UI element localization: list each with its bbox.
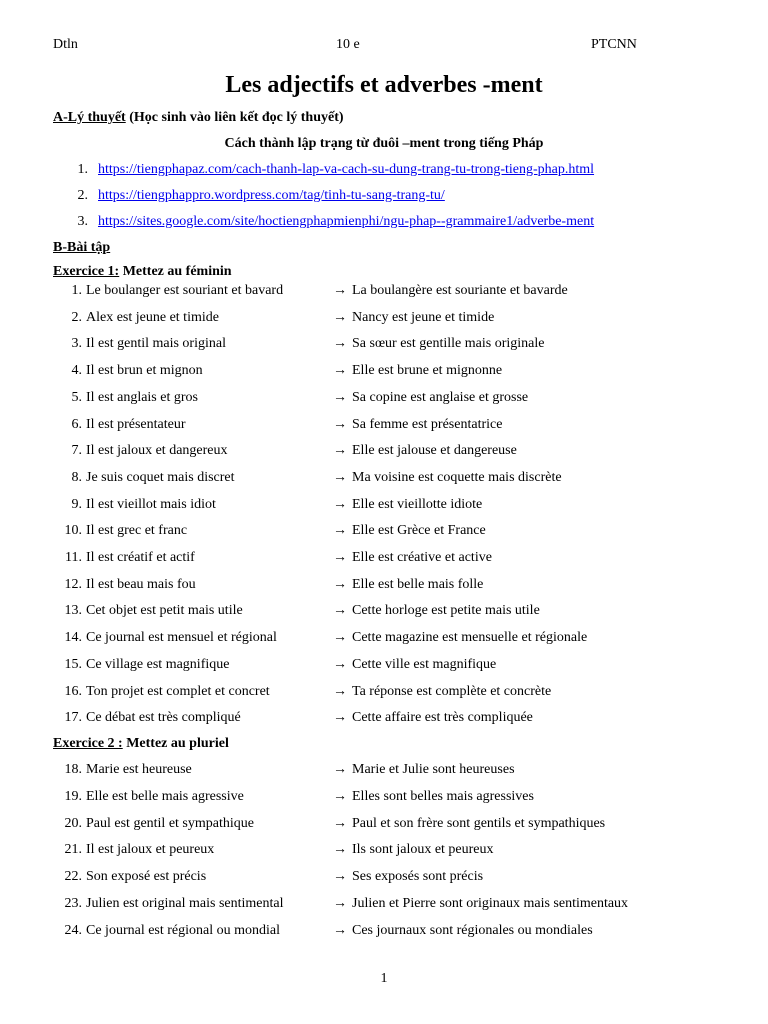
item-answer: Ta réponse est complète et concrète [352, 683, 552, 699]
arrow-icon: → [333, 496, 347, 512]
arrow-icon: → [333, 869, 347, 885]
arrow-icon: → [333, 309, 347, 325]
exercise-item [0, 283, 768, 303]
page-title: Les adjectifs et adverbes -ment [225, 72, 543, 98]
arrow-icon: → [333, 576, 347, 592]
exercise-item [0, 443, 768, 463]
item-number: 3. [71, 336, 82, 352]
item-answer: Ma voisine est coquette mais discrète [352, 469, 562, 485]
arrow-icon: → [333, 762, 347, 777]
list-number: 3. [77, 214, 88, 229]
list-number: 2. [77, 188, 88, 203]
item-prompt: Il est créatif et actif [86, 550, 195, 565]
item-prompt: Ce village est magnifique [86, 656, 230, 672]
exercise-item [0, 603, 768, 623]
item-number: 10. [64, 523, 82, 539]
item-answer: Cette magazine est mensuelle et régionale [352, 630, 588, 646]
item-prompt: Le boulanger est souriant et bavard [86, 283, 284, 298]
item-prompt: Marie est heureuse [86, 762, 192, 777]
item-answer: Elle est Grèce et France [352, 523, 486, 539]
arrow-icon: → [333, 603, 347, 619]
item-prompt: Ce journal est régional ou mondial [86, 922, 281, 938]
exercise-item [0, 869, 768, 889]
exercise-item [0, 842, 768, 862]
arrow-icon: → [333, 896, 347, 911]
item-prompt: Il est beau mais fou [86, 576, 196, 592]
link-list-item [0, 214, 768, 234]
item-answer: Cette ville est magnifique [352, 656, 497, 672]
exercise-item [0, 417, 768, 437]
arrow-icon: → [333, 389, 347, 405]
exercise1-label: Exercice 1: [53, 264, 120, 279]
item-number: 22. [64, 869, 82, 885]
item-prompt: Ton projet est complet et concret [86, 683, 270, 699]
header-left: Dtln [53, 37, 78, 52]
exercise-item [0, 816, 768, 836]
item-answer: Ses exposés sont précis [352, 869, 484, 885]
section-b-heading [53, 240, 110, 256]
exercise-item [0, 762, 768, 782]
exercise-item [0, 470, 768, 490]
item-answer: Nancy est jeune et timide [352, 309, 495, 325]
exercise-item [0, 497, 768, 517]
item-prompt: Je suis coquet mais discret [86, 469, 235, 485]
item-answer: Julien et Pierre sont originaux mais sentimentaux [352, 896, 629, 911]
section-a-note: (Học sinh vào liên kết đọc lý thuyết) [125, 110, 344, 125]
reference-link[interactable]: https://sites.google.com/site/hoctiengphapmienphi/ngu-phap--grammaire1/adverbe-ment [98, 214, 595, 229]
reference-link[interactable]: https://tiengphapaz.com/cach-thanh-lap-va-cach-su-dung-trang-tu-trong-tieng-phap.html [98, 162, 595, 177]
exercise-item [0, 523, 768, 543]
arrow-icon: → [333, 630, 347, 646]
item-number: 20. [64, 815, 82, 831]
item-answer: Cette horloge est petite mais utile [352, 603, 540, 619]
page-number: 1 [380, 971, 388, 986]
arrow-icon: → [333, 469, 347, 485]
arrow-icon: → [333, 815, 347, 831]
exercise-item [0, 336, 768, 356]
exercise-item [0, 684, 768, 704]
item-prompt: Il est jaloux et peureux [86, 842, 215, 858]
arrow-icon: → [333, 416, 347, 432]
item-number: 6. [71, 416, 82, 432]
item-answer: Cette affaire est très compliquée [352, 710, 533, 726]
exercise-item [0, 923, 768, 943]
exercise1-instruction: Mettez au féminin [119, 264, 232, 279]
link-list-item [0, 162, 768, 182]
arrow-icon: → [333, 443, 347, 459]
item-number: 7. [71, 443, 82, 459]
arrow-icon: → [333, 842, 347, 858]
arrow-icon: → [333, 283, 347, 298]
item-answer: Paul et son frère sont gentils et sympathiques [352, 815, 606, 831]
exercise2-heading [53, 736, 229, 752]
exercise2-label: Exercice 2 : [53, 736, 123, 751]
item-prompt: Il est gentil mais original [86, 336, 226, 352]
arrow-icon: → [333, 363, 347, 379]
item-number: 23. [64, 896, 82, 911]
item-answer: Sa sœur est gentille mais originale [352, 336, 545, 352]
exercise-item [0, 577, 768, 597]
item-number: 2. [71, 309, 82, 325]
list-number: 1. [77, 162, 88, 177]
item-prompt: Ce débat est très compliqué [86, 710, 241, 726]
item-prompt: Julien est original mais sentimental [86, 896, 284, 911]
item-answer: Elle est brune et mignonne [352, 363, 503, 379]
item-prompt: Ce journal est mensuel et régional [86, 630, 277, 646]
header-right: PTCNN [591, 37, 637, 52]
exercise-item [0, 550, 768, 570]
section-a-heading [53, 110, 344, 126]
header-center: 10 e [336, 37, 360, 52]
item-answer: Sa femme est présentatrice [352, 416, 503, 432]
item-prompt: Cet objet est petit mais utile [86, 603, 243, 619]
exercise-item [0, 789, 768, 809]
link-list-item [0, 188, 768, 208]
exercise-item [0, 310, 768, 330]
item-answer: Elles sont belles mais agressives [352, 788, 534, 804]
exercise-item [0, 896, 768, 916]
item-number: 12. [64, 576, 82, 592]
section-subtitle: Cách thành lập trạng từ đuôi –ment trong tiếng Pháp [224, 136, 544, 151]
item-answer: Ils sont jaloux et peureux [352, 842, 494, 858]
arrow-icon: → [333, 922, 347, 938]
item-number: 9. [71, 496, 82, 512]
reference-link[interactable]: https://tiengphappro.wordpress.com/tag/tinh-tu-sang-trang-tu/ [98, 188, 445, 203]
item-prompt: Alex est jeune et timide [86, 309, 219, 325]
arrow-icon: → [333, 710, 347, 726]
item-answer: Ces journaux sont régionales ou mondiales [352, 922, 593, 938]
item-answer: Elle est jalouse et dangereuse [352, 443, 517, 459]
item-number: 14. [64, 630, 82, 646]
item-number: 13. [64, 603, 82, 619]
item-number: 8. [71, 469, 82, 485]
item-number: 1. [71, 283, 82, 298]
item-number: 11. [65, 550, 82, 565]
item-prompt: Son exposé est précis [86, 869, 207, 885]
item-answer: La boulangère est souriante et bavarde [352, 283, 568, 298]
arrow-icon: → [333, 683, 347, 699]
section-b-label: B-Bài tập [53, 240, 111, 255]
arrow-icon: → [333, 656, 347, 672]
arrow-icon: → [333, 336, 347, 352]
item-number: 21. [64, 842, 82, 858]
item-prompt: Il est anglais et gros [86, 389, 198, 405]
exercise-item [0, 630, 768, 650]
item-answer: Sa copine est anglaise et grosse [352, 389, 529, 405]
item-number: 15. [64, 656, 82, 672]
exercise2-instruction: Mettez au pluriel [122, 736, 229, 751]
arrow-icon: → [333, 788, 347, 804]
section-a-label: A-Lý thuyết [53, 110, 126, 125]
exercise-item [0, 390, 768, 410]
item-number: 24. [64, 922, 82, 938]
item-number: 16. [64, 683, 82, 699]
item-prompt: Il est jaloux et dangereux [86, 443, 228, 459]
arrow-icon: → [333, 523, 347, 539]
arrow-icon: → [333, 550, 347, 565]
item-number: 19. [64, 788, 82, 804]
item-number: 5. [71, 389, 82, 405]
item-answer: Elle est créative et active [352, 550, 492, 565]
exercise-item [0, 363, 768, 383]
exercise-item [0, 710, 768, 730]
item-prompt: Paul est gentil et sympathique [86, 815, 254, 831]
item-prompt: Il est grec et franc [86, 523, 188, 539]
item-prompt: Il est présentateur [86, 416, 186, 432]
item-prompt: Elle est belle mais agressive [86, 788, 244, 804]
exercise-item [0, 657, 768, 677]
item-answer: Elle est belle mais folle [352, 576, 484, 592]
item-prompt: Il est vieillot mais idiot [86, 496, 216, 512]
item-answer: Marie et Julie sont heureuses [352, 762, 515, 777]
item-number: 18. [64, 762, 82, 777]
item-number: 17. [64, 710, 82, 726]
item-prompt: Il est brun et mignon [86, 363, 203, 379]
item-number: 4. [71, 363, 82, 379]
item-answer: Elle est vieillotte idiote [352, 496, 483, 512]
exercise1-heading [53, 264, 232, 280]
